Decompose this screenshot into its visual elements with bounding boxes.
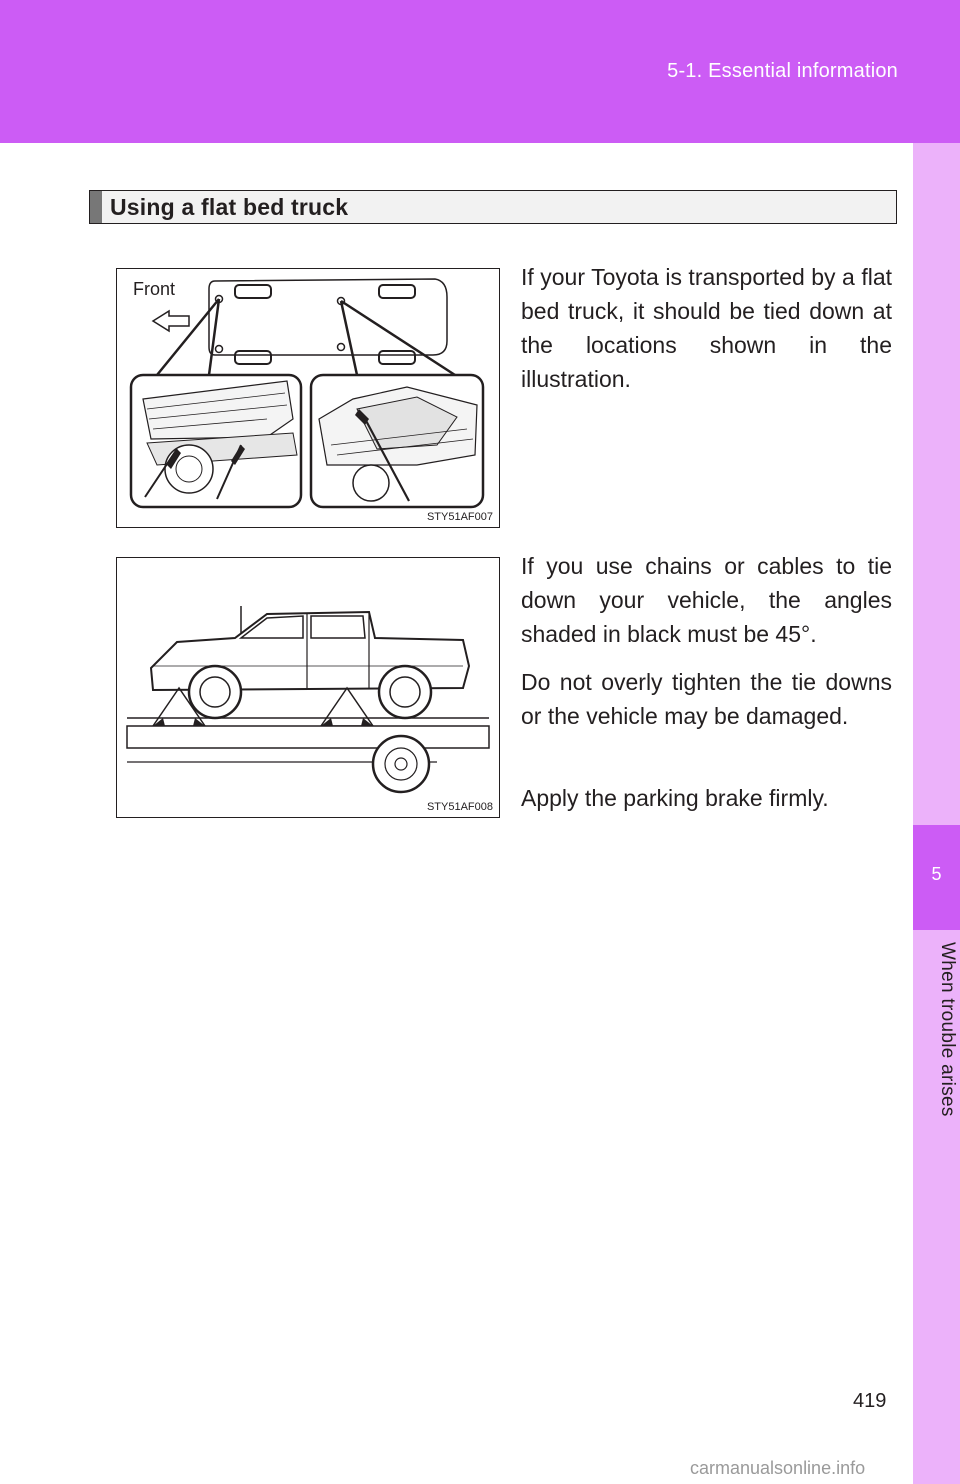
section-heading-marker (90, 191, 102, 223)
truck-on-flatbed-illustration (117, 558, 499, 817)
body-paragraph: If you use chains or cables to tie down your vehicle, the angles shaded in black must be 45°. (521, 553, 892, 647)
body-paragraph: If your Toyota is transported by a flat bed truck, it should be tied down at the locations shown in the illustration. (521, 264, 892, 392)
figure-code: STY51AF007 (426, 511, 493, 523)
tie-down-locations-illustration (117, 269, 499, 527)
side-tab-chapter-label: When trouble arises (937, 942, 958, 1117)
header-section-title: 5-1. Essential information (667, 60, 898, 82)
body-paragraph: Apply the parking brake firmly. (521, 785, 829, 811)
side-tab (913, 143, 960, 1484)
tie-down-locations-figure (116, 268, 500, 528)
body-paragraph: Do not overly tighten the tie downs or the vehicle may be damaged. (521, 669, 892, 729)
page-number: 419 (853, 1390, 887, 1412)
figure-code: STY51AF008 (426, 801, 493, 813)
section-heading-box (89, 190, 897, 224)
section-heading: Using a flat bed truck (110, 194, 349, 220)
front-label: Front (133, 279, 176, 299)
watermark: carmanualsonline.info (690, 1458, 866, 1478)
tie-down-angle-figure (116, 557, 500, 818)
side-tab-chapter-number: 5 (931, 864, 942, 884)
